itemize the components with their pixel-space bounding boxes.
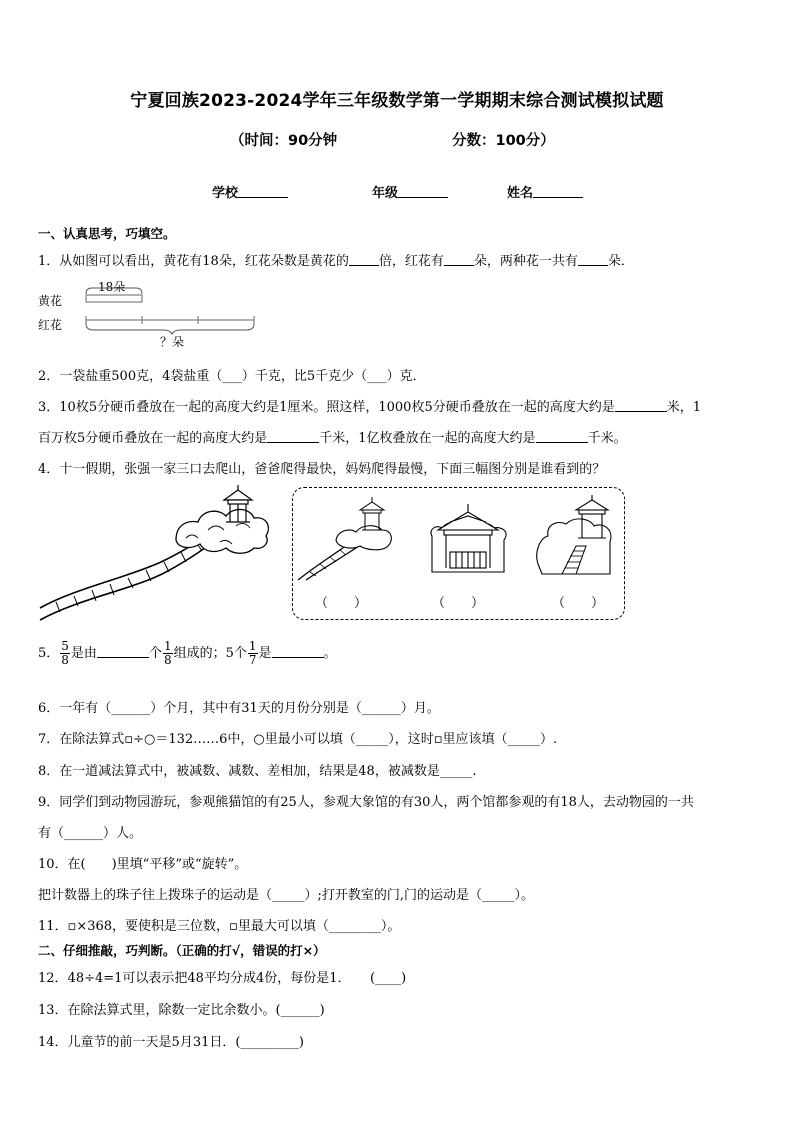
- question-3-line-1: [38, 396, 701, 415]
- school-label: 学校: [212, 186, 239, 201]
- q1-text-d: 朵．: [607, 254, 634, 269]
- q3-text-d: 千米，1亿枚叠放在一起的高度大约是: [319, 431, 536, 446]
- segment-bar-diagram: [80, 286, 260, 336]
- q5-f2-numerator: 1: [163, 639, 172, 653]
- q5-text-b: 个: [148, 646, 162, 661]
- question-12: 12．48÷4=1可以表示把48平均分成4份，每份是1． (____): [38, 971, 407, 986]
- section-2-title: 二、仔细推敲，巧判断。（正确的打√，错误的打×）: [38, 943, 326, 958]
- question-3-line-2: [38, 427, 627, 446]
- q3-blank-1[interactable]: [615, 400, 667, 412]
- q3-blank-2[interactable]: [267, 431, 319, 443]
- q5-f3-denominator: 7: [248, 653, 257, 667]
- q1-text-a: 1．从如图可以看出，黄花有18朵，红花朵数是黄花的: [38, 254, 349, 269]
- q5-text-c: 组成的；5个: [173, 646, 247, 661]
- question-10-line-1: 10．在( )里填“平移”或“旋转”。: [38, 857, 248, 872]
- question-2: 2．一袋盐重500克，4袋盐重（___）千克，比5千克少（___）克．: [38, 369, 426, 384]
- q5-text-e: 。: [323, 646, 337, 661]
- grade-field: [372, 182, 448, 201]
- q5-f1-denominator: 8: [61, 653, 69, 667]
- q3-text-c: 百万枚5分硬币叠放在一起的高度大约是: [38, 431, 268, 446]
- question-5: [38, 640, 337, 667]
- exam-time: （时间：90分钟: [230, 133, 338, 149]
- figure-count-label: 18朵: [98, 280, 126, 294]
- question-4: 4．十一假期，张强一家三口去爬山，爸爸爬得最快，妈妈爬得最慢，下面三幅图分别是谁看到的？: [38, 462, 606, 477]
- exam-score: 分数：100分）: [452, 133, 555, 149]
- question-10-line-2: 把计数器上的珠子往上拨珠子的运动是（_____）;打开教室的门,门的运动是（_____）。: [38, 888, 535, 903]
- q5-fraction-2: [163, 640, 173, 667]
- q3-text-a: 3．10枚5分硬币叠放在一起的高度大约是1厘米。照这样，1000枚5分硬币叠放在一起的高度大约是: [38, 400, 615, 415]
- grade-label: 年级: [372, 186, 399, 201]
- q3-text-b: 米，1: [666, 400, 701, 415]
- view-option-3-image: [532, 494, 622, 582]
- question-1: [38, 250, 634, 269]
- figure-question-label: ？朵: [160, 335, 185, 349]
- name-label: 姓名: [507, 186, 534, 201]
- yellow-flower-label: 黄花: [38, 294, 63, 308]
- school-field: [212, 182, 288, 201]
- section-1-title: 一、认真思考，巧填空。: [38, 226, 176, 241]
- q5-f2-denominator: 8: [163, 653, 172, 667]
- q1-text-c: 朵，两种花一共有: [473, 254, 578, 269]
- view-option-2-image: [424, 496, 514, 582]
- q5-text-a: 是由: [70, 646, 97, 661]
- name-field: [507, 182, 583, 201]
- view-option-1-image: [296, 494, 396, 584]
- q3-blank-3[interactable]: [536, 431, 588, 443]
- q1-text-b: 倍，红花有: [378, 254, 444, 269]
- question-9-line-1: 9．同学们到动物园游玩，参观熊猫馆的有25人，参观大象馆的有30人，两个馆都参观的有18人，去动物园的一共: [38, 795, 694, 810]
- q4-answer-blank-2[interactable]: （ ）: [432, 596, 485, 611]
- page-title: 宁夏回族2023-2024学年三年级数学第一学期期末综合测试模拟试题: [130, 91, 664, 111]
- mountain-path-image: [36, 480, 276, 625]
- q5-fraction-1: [60, 640, 70, 667]
- red-flower-label: 红花: [38, 318, 63, 332]
- q3-text-e: 千米。: [587, 431, 627, 446]
- q5-prefix: 5．: [38, 646, 60, 661]
- question-6: 6．一年有（______）个月，其中有31天的月份分别是（______）月。: [38, 701, 440, 716]
- q5-fraction-3: [248, 640, 258, 667]
- question-13: 13．在除法算式里，除数一定比余数小。(______): [38, 1003, 325, 1018]
- q5-blank-2[interactable]: [272, 646, 324, 658]
- q1-blank-1[interactable]: [349, 254, 379, 266]
- q5-blank-1[interactable]: [97, 646, 149, 658]
- q5-text-d: 是: [258, 646, 272, 661]
- q4-answer-blank-1[interactable]: （ ）: [315, 596, 368, 611]
- question-9-line-2: 有（______）人。: [38, 826, 143, 841]
- q5-f1-numerator: 5: [61, 639, 69, 653]
- question-11: 11．▫×368，要使积是三位数，▫里最大可以填（________）。: [38, 919, 401, 934]
- question-8: 8．在一道减法算式中，被减数、减数、差相加，结果是48，被减数是_____.: [38, 764, 477, 779]
- school-blank[interactable]: [238, 185, 288, 198]
- q5-f3-numerator: 1: [248, 639, 257, 653]
- question-14: 14．儿童节的前一天是5月31日．(_________): [38, 1035, 304, 1050]
- grade-blank[interactable]: [398, 185, 448, 198]
- q1-blank-3[interactable]: [578, 254, 608, 266]
- q1-blank-2[interactable]: [444, 254, 474, 266]
- name-blank[interactable]: [533, 185, 583, 198]
- question-7: 7．在除法算式▫÷○＝132……6中，○里最小可以填（_____），这时▫里应该填（_____）.: [38, 732, 558, 747]
- q4-answer-blank-3[interactable]: （ ）: [552, 596, 605, 611]
